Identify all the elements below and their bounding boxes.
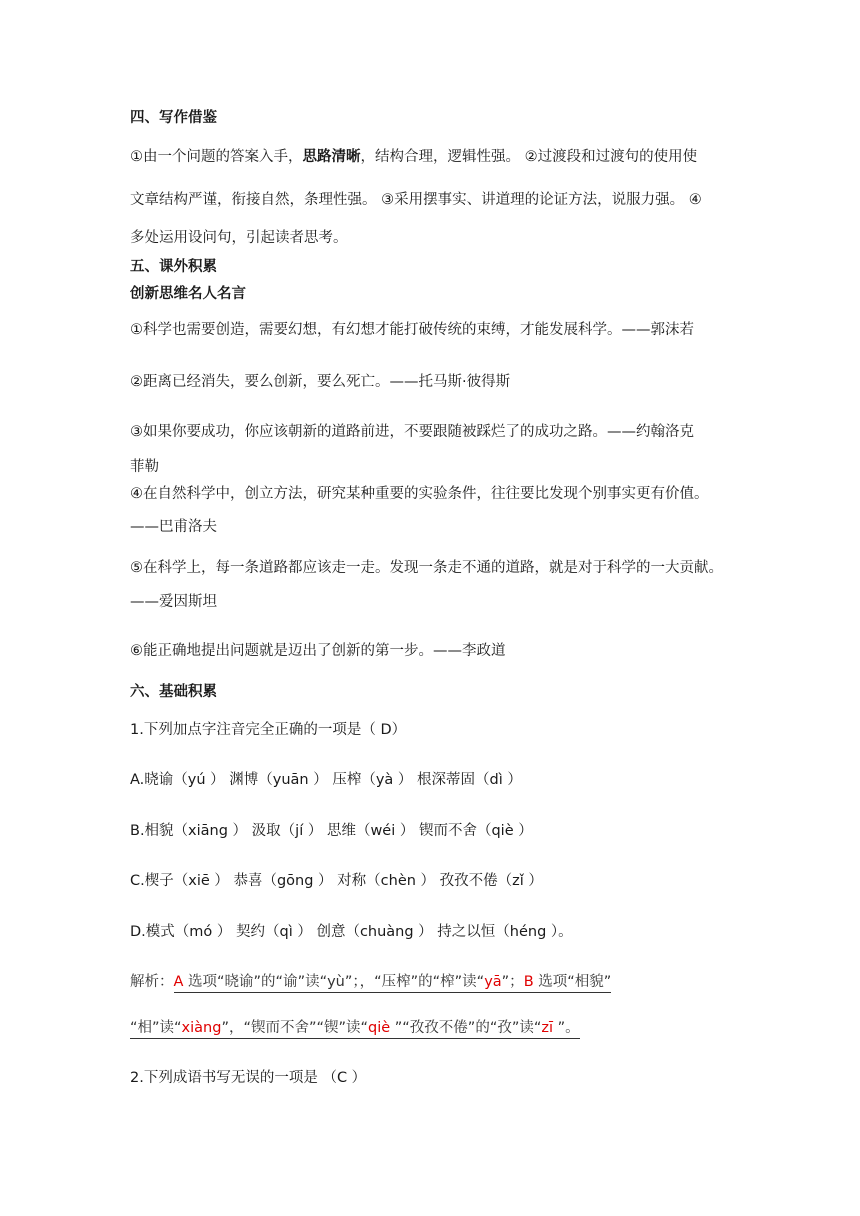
quote-4a: ④在自然科学中，创立方法，研究某种重要的实验条件，往往要比发现个别事实更有价值。 xyxy=(130,486,709,502)
option-c: C.楔子（xiē ） 恭喜（gōng ） 对称（chèn ） 孜孜不倦（zǐ ） xyxy=(130,873,543,889)
section-6-title: 六、基础积累 xyxy=(130,684,217,700)
quote-1: ①科学也需要创造，需要幻想，有幻想才能打破传统的束缚，才能发展科学。——郭沫若 xyxy=(130,322,694,338)
explanation-line-1: 解析：A 选项“晓谕”的“谕”读“yù”；，“压榨”的“榨”读“yā”；B 选项“相貌” xyxy=(130,972,611,992)
quote-3a: ③如果你要成功，你应该朝新的道路前进，不要跟随被踩烂了的成功之路。——约翰洛克 xyxy=(130,424,694,440)
question-1: 1.下列加点字注音完全正确的一项是（ D） xyxy=(130,722,407,738)
quote-6: ⑥能正确地提出问题就是迈出了创新的第一步。——李政道 xyxy=(130,643,506,659)
quote-4b: ——巴甫洛夫 xyxy=(130,519,217,535)
quote-3b: 菲勒 xyxy=(130,459,159,475)
section-4-title: 四、写作借鉴 xyxy=(130,110,217,126)
question-2: 2.下列成语书写无误的一项是 （C ） xyxy=(130,1070,367,1086)
section-5-title: 五、课外积累 xyxy=(130,259,217,275)
option-b: B.相貌（xiāng ） 汲取（jí ） 思维（wéi ） 锲而不舍（qiè ） xyxy=(130,823,533,839)
quote-5b: ——爱因斯坦 xyxy=(130,594,217,610)
sec4-line-2: 文章结构严谨，衔接自然，条理性强。 ③采用摆事实、讲道理的论证方法，说服力强。 ④ xyxy=(130,192,702,208)
quote-5a: ⑤在科学上，每一条道路都应该走一走。发现一条走不通的道路，就是对于科学的一大贡献。 xyxy=(130,560,723,576)
option-d: D.模式（mó ） 契约（qì ） 创意（chuàng ） 持之以恒（héng ）。 xyxy=(130,924,573,940)
quote-2: ②距离已经消失，要么创新，要么死亡。——托马斯·彼得斯 xyxy=(130,374,511,390)
section-5-subtitle: 创新思维名人名言 xyxy=(130,286,246,302)
option-a: A.晓谕（yú ） 渊博（yuān ） 压榨（yà ） 根深蒂固（dì ） xyxy=(130,772,522,788)
sec4-line-1: ①由一个问题的答案入手，思路清晰，结构合理，逻辑性强。 ②过渡段和过渡句的使用使 xyxy=(130,149,698,165)
explanation-line-2: “相”读“xiàng”，“锲而不舍”“锲”读“qiè ”“孜孜不倦”的“孜”读“zī ”。 xyxy=(130,1018,580,1038)
sec4-line-3: 多处运用设问句，引起读者思考。 xyxy=(130,230,348,246)
